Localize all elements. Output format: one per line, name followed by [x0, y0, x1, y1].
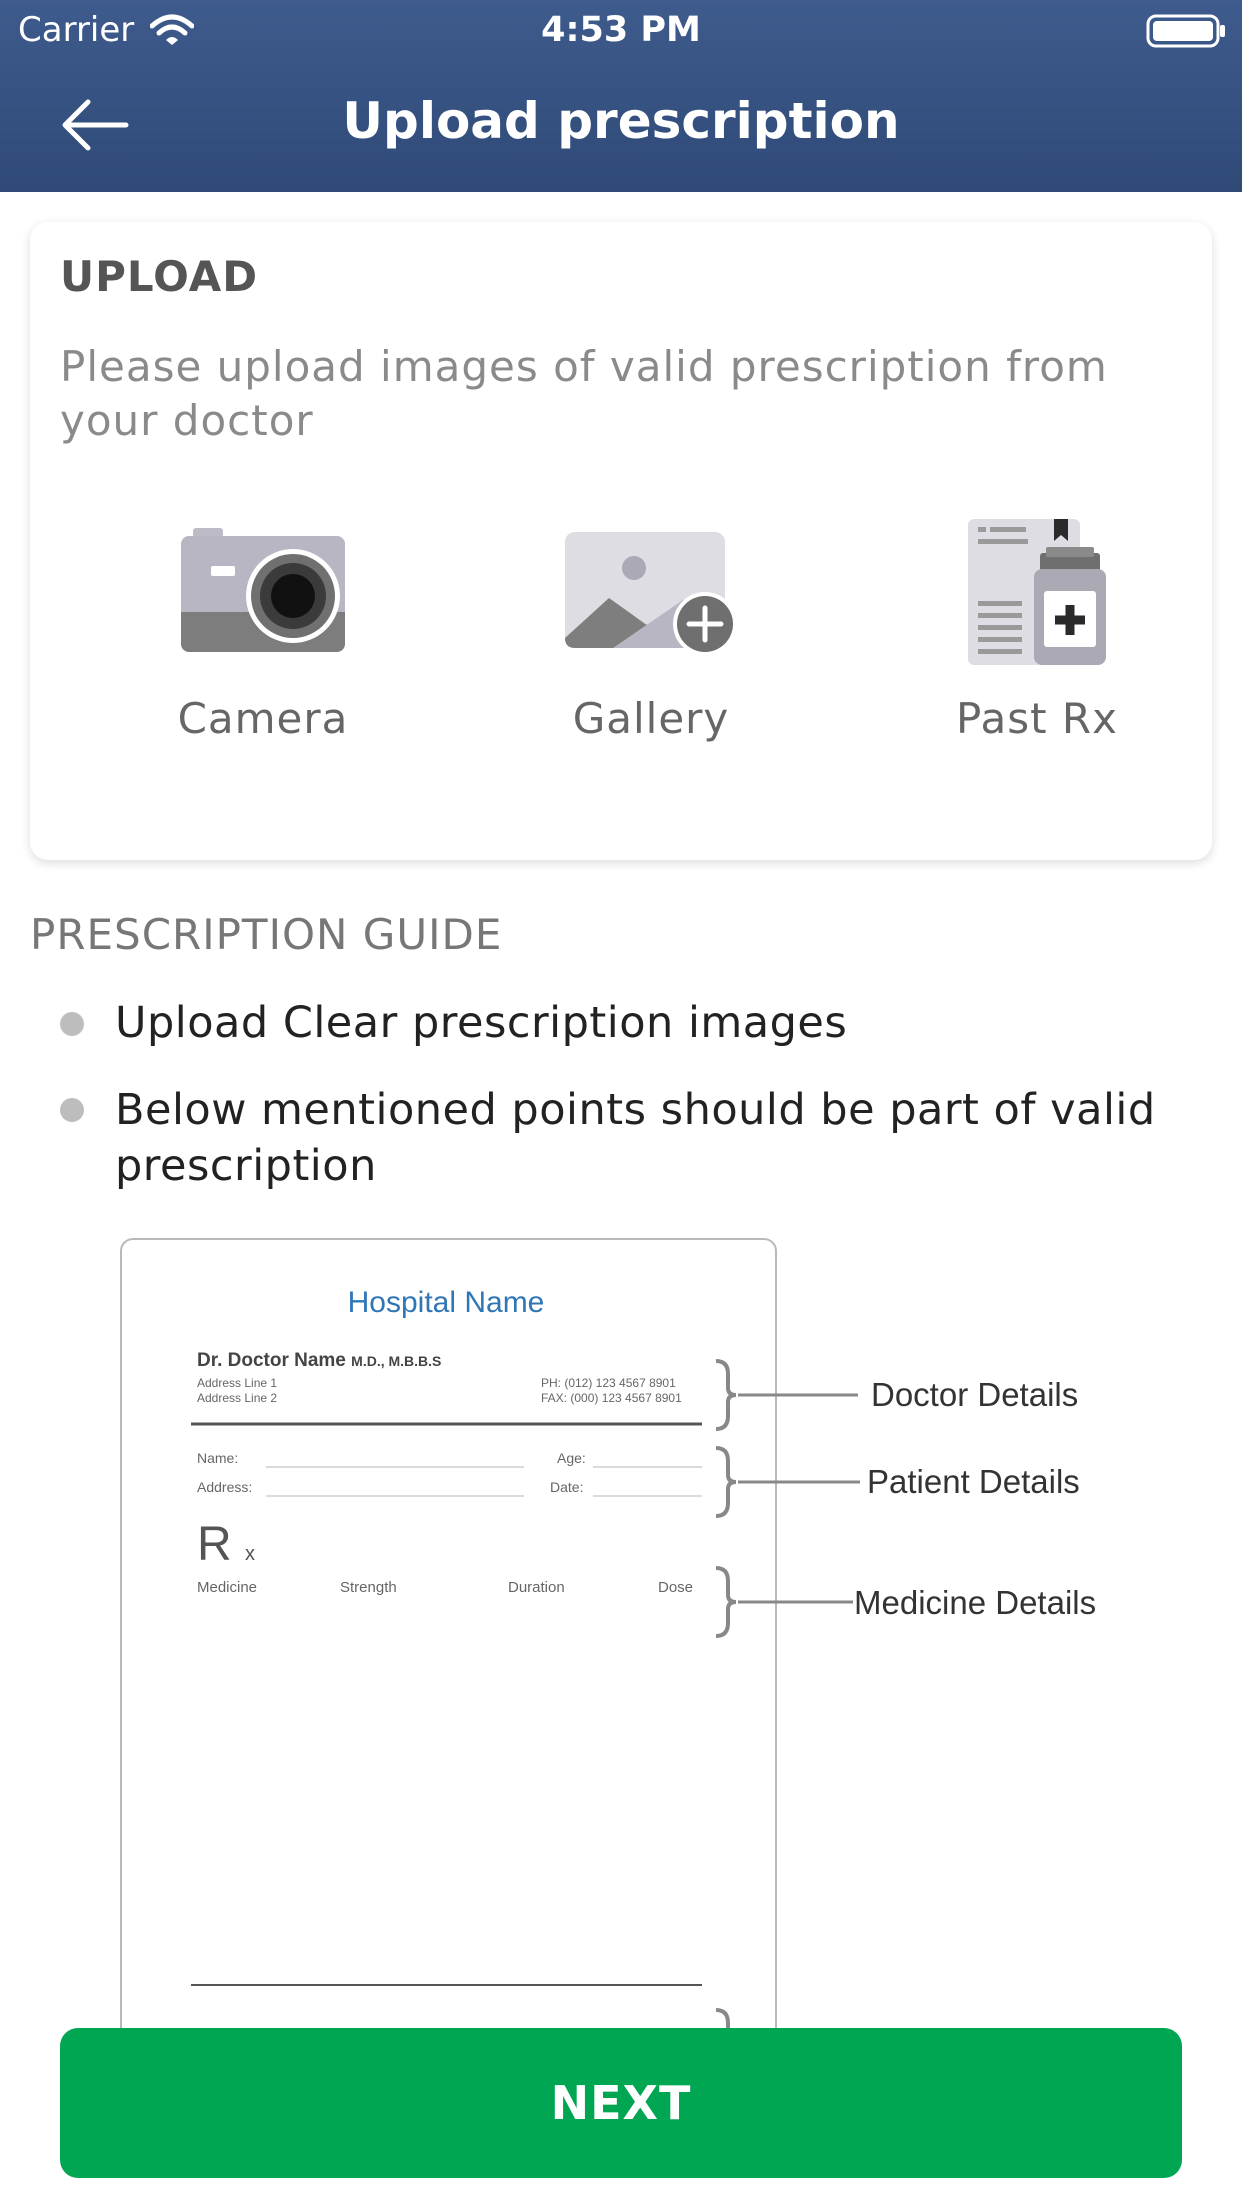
- address-line-2: Address Line 2: [197, 1391, 278, 1405]
- guide-heading: PRESCRIPTION GUIDE: [30, 910, 503, 959]
- past-rx-icon: [887, 512, 1187, 672]
- next-button[interactable]: NEXT: [60, 2028, 1182, 2178]
- bullet-icon: [60, 1098, 84, 1122]
- guide-point: Upload Clear prescription images: [115, 998, 848, 1048]
- camera-label: Camera: [177, 694, 349, 743]
- rx-subscript: x: [245, 1543, 256, 1565]
- address-line-1: Address Line 1: [197, 1376, 278, 1390]
- battery-icon: [1146, 14, 1226, 52]
- phone-number: PH: (012) 123 4567 8901: [541, 1376, 676, 1390]
- nav-bar: [0, 62, 1242, 192]
- gallery-label: Gallery: [572, 694, 730, 743]
- doctor-degree: M.D., M.B.B.S: [351, 1353, 442, 1369]
- app-header: [0, 0, 1242, 192]
- past-rx-label: Past Rx: [956, 694, 1118, 743]
- bullet-icon: [60, 1012, 84, 1036]
- fax-number: FAX: (000) 123 4567 8901: [541, 1391, 682, 1405]
- column-dose: Dose: [658, 1579, 694, 1596]
- address-label: Address:: [197, 1479, 253, 1495]
- guide-point: Below mentioned points should be part of valid prescription: [115, 1085, 1156, 1191]
- upload-description: Please upload images of valid prescription from your doctor: [60, 342, 1108, 445]
- doctor-name: Dr. Doctor Name: [197, 1350, 346, 1371]
- gallery-option[interactable]: [501, 512, 801, 743]
- upload-card: [30, 222, 1212, 860]
- callout-patient-details: Patient Details: [867, 1463, 1080, 1500]
- column-duration: Duration: [508, 1579, 565, 1596]
- hospital-name: Hospital Name: [347, 1286, 545, 1319]
- sample-prescription-illustration: [0, 1230, 1242, 2030]
- column-strength: Strength: [340, 1579, 397, 1596]
- status-bar: [0, 0, 1242, 62]
- gallery-icon: [501, 512, 801, 672]
- date-label: Date:: [550, 1479, 584, 1495]
- status-time: 4:53 PM: [541, 10, 701, 50]
- name-label: Name:: [197, 1450, 239, 1466]
- camera-option[interactable]: [113, 512, 413, 743]
- upload-heading: UPLOAD: [60, 252, 259, 301]
- column-medicine: Medicine: [197, 1579, 258, 1596]
- callout-doctor-details: Doctor Details: [871, 1376, 1079, 1413]
- callout-medicine-details: Medicine Details: [854, 1584, 1097, 1621]
- camera-icon: [113, 512, 413, 672]
- rx-symbol: R: [197, 1518, 232, 1571]
- carrier-label: Carrier: [18, 10, 135, 50]
- svg-text:Dr. Doctor Name M.D., M.: [197, 1350, 441, 1371]
- past-rx-option[interactable]: [887, 512, 1187, 743]
- page-title: Upload prescription: [342, 92, 900, 150]
- age-label: Age:: [557, 1450, 586, 1466]
